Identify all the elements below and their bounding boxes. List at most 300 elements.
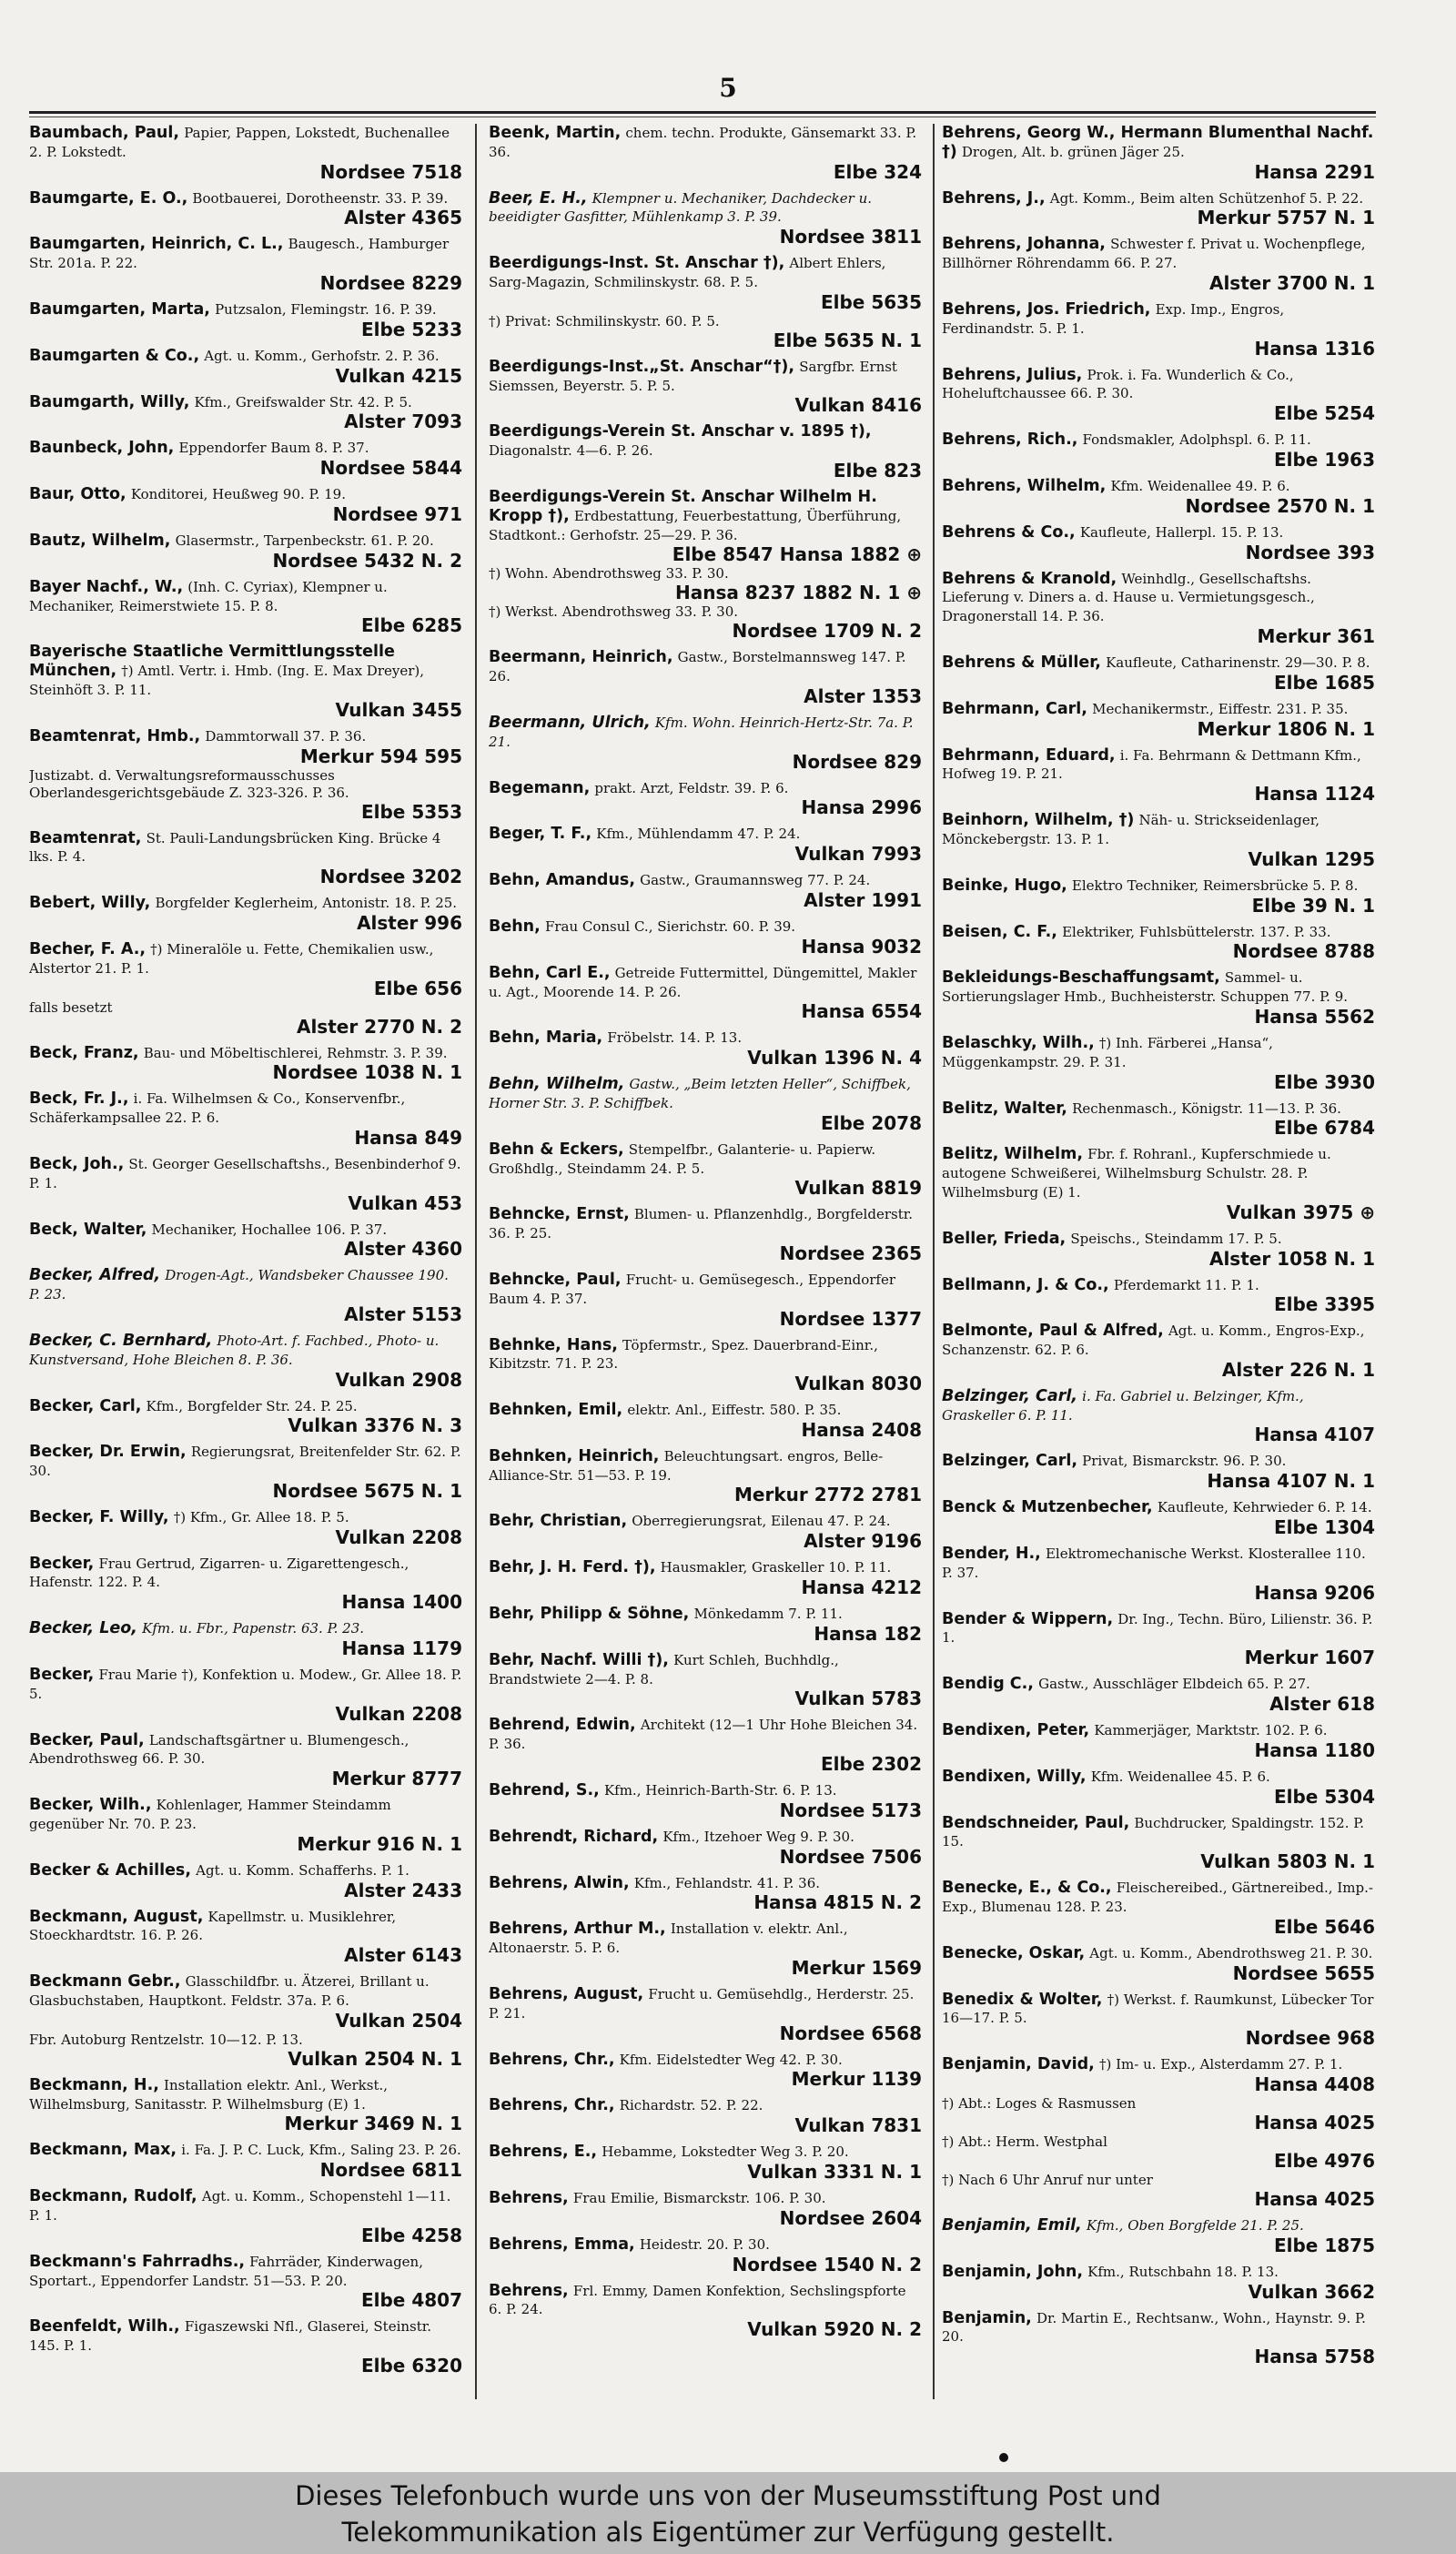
entry-name: Benjamin, David,	[942, 2055, 1095, 2074]
entry-phone: Hansa 1179	[341, 1637, 462, 1660]
entry-name: Belitz, Wilhelm,	[942, 1145, 1084, 1164]
entry-phone: Merkur 5757 N. 1	[1197, 207, 1375, 229]
entry-phone: Vulkan 8819	[794, 1177, 922, 1200]
entry-phone: Elbe 1875	[1273, 2234, 1375, 2256]
directory-entry	[489, 1447, 922, 1506]
entry-name: Behrens,	[489, 2281, 569, 2300]
entry-name: Behrens, Emma,	[489, 2235, 635, 2254]
entry-phone: Nordsee 3811	[779, 226, 922, 248]
entry-detail: Mechanikermstr., Eiffestr. 231. P. 35.	[1092, 700, 1349, 717]
entry-phone: Hansa 4107	[1254, 1424, 1375, 1446]
directory-entry	[29, 532, 462, 572]
directory-entry	[489, 1205, 922, 1264]
entry-phone: Nordsee 829	[792, 750, 922, 773]
entry-name: Becker, Wilh.,	[29, 1796, 152, 1815]
entry-detail: Kfm. Weidenallee 49. P. 6.	[1110, 477, 1290, 494]
entry-name: Benjamin, Emil,	[942, 2216, 1082, 2235]
entry-phone: Elbe 6285	[360, 614, 462, 637]
directory-entry	[942, 1768, 1375, 1808]
entry-name: Behn, Carl E.,	[489, 963, 611, 982]
directory-entry	[29, 1266, 462, 1325]
entry-detail: Kurt Schleh, Buchhdlg., Brandstwiete 2—4. P. 8.	[489, 1651, 839, 1687]
entry-name: Baur, Otto,	[29, 485, 126, 504]
entry-name: Becker, C. Bernhard,	[29, 1331, 213, 1350]
entry-name: Behrens, Alwin,	[489, 1873, 630, 1892]
entry-detail: Weinhdlg., Gesellschaftshs. Lieferung v. Diners a. d. Hause u. Vermietungsgesch., Dragonerstall 14. P. 36.	[942, 570, 1315, 625]
entry-phone: Elbe 324	[833, 160, 922, 183]
directory-entry	[489, 1828, 922, 1868]
entry-phone: Elbe 6784	[1273, 1117, 1375, 1140]
entry-detail: Papier, Pappen, Lokstedt, Buchenallee 2. P. Lokstedt.	[29, 125, 450, 160]
directory-entry	[942, 1498, 1375, 1538]
directory-entry	[942, 2055, 1375, 2210]
footer-notice	[0, 2478, 1456, 2550]
entry-name: Behrend, S.,	[489, 1781, 600, 1800]
entry-phone: Merkur 594 595	[299, 745, 462, 767]
directory-entry	[942, 923, 1375, 963]
entry-phone: Elbe 2302	[820, 1753, 922, 1776]
entry-detail: St. Pauli-Landungsbrücken King. Brücke 4 lks. P. 4.	[29, 829, 441, 866]
entry-detail: Speischs., Steindamm 17. P. 5.	[1070, 1230, 1282, 1247]
entry-detail: Exp. Imp., Engros, Ferdinandstr. 5. P. 1.	[942, 300, 1285, 337]
directory-entry	[29, 2141, 462, 2181]
directory-entry	[942, 1991, 1375, 2050]
entry-extra-line: †) Privat: Schmilinskystr. 60. P. 5.	[489, 312, 720, 329]
directory-entry	[489, 648, 922, 707]
directory-entry	[942, 523, 1375, 563]
entry-detail: Agt. Komm., Beim alten Schützenhof 5. P. 22.	[1049, 189, 1364, 207]
entry-name: Behrens, Wilhelm,	[942, 476, 1107, 495]
entry-detail: Putzsalon, Flemingstr. 16. P. 39.	[215, 300, 437, 318]
directory-entry	[489, 2189, 922, 2229]
entry-detail: Kaufleute, Hallerpl. 15. P. 13.	[1079, 523, 1284, 541]
entry-detail: Näh- u. Strickseidenlager, Mönckebergstr. 13. P. 1.	[942, 812, 1320, 847]
directory-entry	[29, 189, 462, 229]
entry-phone-extra: Hansa 4025	[1254, 2112, 1375, 2134]
entry-name: Beerdigungs-Verein St. Anschar Wilhelm H. Kropp †),	[489, 487, 877, 525]
entry-name: Beller, Frieda,	[942, 1229, 1067, 1248]
entry-phone: Nordsee 7506	[779, 1845, 922, 1868]
entry-detail: Agt. u. Komm. Schafferhs. P. 1.	[196, 1861, 410, 1879]
entry-name: Baunbeck, John,	[29, 439, 175, 458]
entry-detail: Fleischereibed., Gärtnereibed., Imp.-Exp., Blumenau 128. P. 23.	[942, 1880, 1373, 1916]
entry-name: Belzinger, Carl,	[942, 1386, 1077, 1405]
entry-phone: Alster 4360	[344, 1238, 462, 1261]
entry-phone: Vulkan 1396 N. 4	[747, 1047, 922, 1069]
directory-entry	[489, 2282, 922, 2341]
entry-name: Behn,	[489, 917, 541, 936]
footer-line-1: Dieses Telefonbuch wurde uns von der Museumsstiftung Post und	[295, 2480, 1161, 2511]
entry-phone: Merkur 8777	[331, 1768, 462, 1790]
entry-detail: i. Fa. Behrmann & Dettmann Kfm., Hofweg 19. P. 21.	[942, 746, 1361, 783]
entry-phone: Elbe 5304	[1273, 1785, 1375, 1808]
directory-entry	[489, 124, 922, 183]
entry-detail: Glasermstr., Tarpenbeckstr. 61. P. 20.	[175, 532, 434, 549]
header-rule	[29, 111, 1376, 114]
entry-phone: Nordsee 5432 N. 2	[272, 549, 462, 572]
entry-name: Bellmann, J. & Co.,	[942, 1275, 1109, 1294]
entry-name: Behrens, Georg W., Hermann Blumenthal Nachf. †)	[942, 124, 1374, 161]
directory-entry	[489, 1029, 922, 1069]
entry-detail: Kfm., Oben Borgfelde 21. P. 25.	[1086, 2217, 1304, 2235]
entry-phone: Hansa 1180	[1254, 1738, 1375, 1761]
entry-phone: Hansa 4212	[801, 1576, 922, 1599]
entry-phone-extra: Elbe 5353	[360, 800, 462, 823]
entry-phone: Vulkan 5920 N. 2	[747, 2318, 922, 2341]
directory-entry	[29, 1666, 462, 1725]
entry-name: Behrens, E.,	[489, 2143, 598, 2162]
column-1	[29, 124, 462, 2417]
entry-extra-line: †) Abt.: Loges & Rasmussen	[942, 2095, 1137, 2113]
entry-phone: Hansa 182	[814, 1622, 922, 1645]
directory-entry	[489, 1874, 922, 1914]
entry-detail: Heidestr. 20. P. 30.	[639, 2235, 770, 2253]
entry-name: Becker,	[29, 1554, 95, 1573]
entry-detail: Regierungsrat, Breitenfelder Str. 62. P. 30.	[29, 1444, 461, 1480]
entry-detail: Fbr. f. Rohranl., Kupferschmiede u. autogene Schweißerei, Wilhelmsburg Schulstr. 28. P. Wilhelmsburg (E) 1.	[942, 1146, 1331, 1201]
directory-entry	[29, 1332, 462, 1391]
entry-name: Behncke, Ernst,	[489, 1205, 630, 1224]
directory-entry	[29, 439, 462, 479]
entry-phone: Elbe 1685	[1273, 671, 1375, 694]
entry-detail: Elektromechanische Werkst. Klosterallee 110. P. 37.	[942, 1546, 1366, 1581]
entry-detail: chem. techn. Produkte, Gänsemarkt 33. P. 36.	[489, 125, 917, 160]
entry-name: Behr, J. H. Ferd. †),	[489, 1558, 656, 1577]
entry-phone: Merkur 2772 2781	[734, 1484, 922, 1506]
entry-name: Behrmann, Eduard,	[942, 745, 1116, 765]
entry-name: Behrens,	[489, 2189, 569, 2208]
entry-phone: Nordsee 393	[1245, 541, 1375, 563]
entry-name: Bendixen, Peter,	[942, 1721, 1090, 1740]
entry-name: Beinke, Hugo,	[942, 876, 1067, 895]
entry-phone: Vulkan 8416	[794, 394, 922, 417]
entry-phone: Merkur 361	[1257, 624, 1375, 647]
directory-entry	[489, 2051, 922, 2091]
directory-entry	[489, 358, 922, 417]
directory-entry	[29, 1443, 462, 1502]
entry-name: Beck, Joh.,	[29, 1154, 125, 1173]
directory-entry	[942, 700, 1375, 740]
entry-phone: Merkur 1569	[791, 1957, 922, 1980]
entry-name: Becker, F. Willy,	[29, 1507, 169, 1526]
directory-entry	[29, 2076, 462, 2135]
entry-name: Beermann, Ulrich,	[489, 713, 651, 732]
entry-name: Behrend, Edwin,	[489, 1716, 636, 1735]
entry-name: Baumgarte, E. O.,	[29, 188, 188, 208]
entry-name: Belaschky, Wilh.,	[942, 1033, 1095, 1052]
entry-detail: (Inh. C. Cyriax), Klempner u. Mechaniker, Reimerstwiete 15. P. 8.	[29, 578, 388, 614]
entry-detail: Buchdrucker, Spaldingstr. 152. P. 15.	[942, 1814, 1365, 1850]
entry-detail: Schwester f. Privat u. Wochenpflege, Billhörner Röhrendamm 66. P. 27.	[942, 236, 1366, 272]
entry-phone: Hansa 4107 N. 1	[1207, 1470, 1375, 1493]
entry-phone: Vulkan 3662	[1248, 2280, 1375, 2303]
directory-entry	[942, 570, 1375, 647]
directory-entry	[942, 811, 1375, 870]
entry-name: Behr, Christian,	[489, 1512, 628, 1531]
directory-entry	[29, 894, 462, 934]
entry-name: Belzinger, Carl,	[942, 1452, 1077, 1471]
entry-name: Beckmann Gebr.,	[29, 1972, 181, 1992]
entry-phone: Nordsee 5655	[1232, 1961, 1375, 1984]
entry-detail: †) Inh. Färberei „Hansa“, Müggenkampstr. 29. P. 31.	[942, 1034, 1273, 1070]
entry-detail: Bau- und Möbeltischlerei, Rehmstr. 3. P. 39.	[143, 1044, 448, 1061]
directory-entry	[29, 1397, 462, 1437]
entry-phone: Nordsee 1377	[779, 1307, 922, 1330]
entry-name: Benecke, E., & Co.,	[942, 1879, 1112, 1898]
entry-detail: Kfm. Wohn. Heinrich-Hertz-Str. 7a. P. 21.	[489, 714, 914, 750]
entry-name: Benjamin, John,	[942, 2262, 1084, 2281]
entry-detail: Frau Emilie, Bismarckstr. 106. P. 30.	[572, 2190, 826, 2207]
entry-name: Bender, H.,	[942, 1545, 1041, 1564]
entry-detail: Borgfelder Keglerheim, Antonistr. 18. P. 25.	[155, 895, 458, 912]
directory-entry	[942, 1034, 1375, 1093]
entry-name: Behrens, Jos. Friedrich,	[942, 299, 1151, 319]
directory-entry	[942, 1721, 1375, 1761]
entry-name: Behncke, Paul,	[489, 1270, 622, 1289]
directory-entry	[489, 964, 922, 1023]
entry-phone: Nordsee 968	[1245, 2027, 1375, 2050]
directory-entry	[942, 1145, 1375, 1222]
entry-phone: Merkur 916 N. 1	[297, 1832, 462, 1855]
directory-entry	[489, 189, 922, 248]
directory-entry	[29, 393, 462, 433]
entry-detail: Sammel- u. Sortierungslager Hmb., Buchheisterstr. Schuppen 77. P. 9.	[942, 969, 1349, 1006]
entry-phone: Hansa 9206	[1254, 1581, 1375, 1604]
directory-entry	[489, 1401, 922, 1441]
entry-phone: Alster 4365	[344, 207, 462, 229]
entry-detail: i. Fa. Wilhelmsen & Co., Konservenfbr., Schäferkampsallee 22. P. 6.	[29, 1090, 406, 1127]
entry-phone: Vulkan 2208	[335, 1525, 462, 1548]
entry-name: Beckmann's Fahrradhs.,	[29, 2252, 246, 2271]
entry-name: Bautz, Wilhelm,	[29, 531, 171, 550]
page-number: 5	[719, 73, 737, 103]
entry-name: Becker, Alfred,	[29, 1266, 161, 1285]
entry-name: Beerdigungs-Inst.„St. Anschar“†),	[489, 357, 795, 376]
entry-detail: Stempelfbr., Galanterie- u. Papierw. Großhdlg., Steindamm 24. P. 5.	[489, 1140, 876, 1177]
entry-name: Beisen, C. F.,	[942, 922, 1057, 941]
entry-detail: Kfm. u. Fbr., Papenstr. 63. P. 23.	[142, 1620, 365, 1637]
entry-phone: Nordsee 971	[332, 502, 462, 525]
entry-name: Behn, Amandus,	[489, 871, 635, 890]
entry-phone: Hansa 5562	[1254, 1005, 1375, 1028]
directory-entry	[489, 1512, 922, 1552]
entry-name: Becker, Leo,	[29, 1619, 137, 1638]
entry-detail: Privat, Bismarckstr. 96. P. 30.	[1082, 1453, 1287, 1470]
directory-entry	[489, 2235, 922, 2275]
directory-entry	[29, 940, 462, 1038]
entry-detail: Gastw., Graumannsweg 77. P. 24.	[640, 872, 871, 889]
entry-name: Benjamin,	[942, 2308, 1032, 2327]
entry-phone: Nordsee 7518	[319, 160, 462, 183]
directory-entry	[29, 1155, 462, 1214]
entry-detail: Diagonalstr. 4—6. P. 26.	[489, 442, 653, 460]
directory-entry	[29, 1090, 462, 1149]
entry-phone: Nordsee 6568	[779, 2022, 922, 2044]
entry-detail: Kfm., Fehlandstr. 41. P. 36.	[633, 1874, 821, 1891]
entry-detail: Eppendorfer Baum 8. P. 37.	[178, 440, 369, 457]
entry-extra-line: falls besetzt	[29, 998, 113, 1016]
entry-detail: Figaszewski Nfl., Glaserei, Steinstr. 145. P. 1.	[29, 2318, 432, 2355]
directory-entry	[489, 1271, 922, 1330]
entry-detail: †) Im- u. Exp., Alsterdamm 27. P. 1.	[1098, 2056, 1343, 2073]
entry-detail: Erdbestattung, Feuerbestattung, Überführung, Stadtkont.: Gerhofstr. 25—29. P. 36.	[489, 507, 902, 543]
directory-entry	[942, 877, 1375, 917]
entry-detail: Frau Consul C., Sierichstr. 60. P. 39.	[544, 917, 796, 935]
entry-name: Behrens, Chr.,	[489, 2050, 615, 2069]
entry-phone: Merkur 1139	[791, 2068, 922, 2091]
directory-entry	[29, 2317, 462, 2377]
entry-phone: Alster 1353	[804, 684, 922, 707]
directory-entry	[29, 1044, 462, 1084]
entry-detail: Kfm., Heinrich-Barth-Str. 6. P. 13.	[603, 1782, 837, 1799]
entry-detail: Albert Ehlers, Sarg-Magazin, Schmilinskystr. 68. P. 5.	[489, 255, 886, 290]
directory-entry	[29, 578, 462, 637]
entry-phone-extra: Hansa 8237 1882 N. 1 ⊕	[674, 582, 922, 604]
directory-entry	[29, 1972, 462, 2070]
entry-name: Becker,	[29, 1666, 95, 1685]
entry-extra-line: Fbr. Autoburg Rentzelstr. 10—12. P. 13.	[29, 2031, 303, 2048]
directory-entry	[489, 1558, 922, 1598]
entry-phone: Nordsee 3202	[319, 866, 462, 888]
entry-extra-line: Justizabt. d. Verwaltungsreformausschusses Oberlandesgerichtsgebäude Z. 323-326. P. 36.	[29, 766, 349, 801]
entry-phone: Nordsee 5675 N. 1	[272, 1479, 462, 1502]
entry-name: Behr, Philipp & Söhne,	[489, 1605, 690, 1624]
entry-name: Beenfeldt, Wilh.,	[29, 2317, 180, 2336]
directory-entry	[489, 1651, 922, 1710]
entry-phone: Vulkan 3376 N. 3	[288, 1414, 462, 1437]
entry-name: Belmonte, Paul & Alfred,	[942, 1322, 1164, 1341]
directory-entry	[942, 1276, 1375, 1316]
directory-entry	[942, 1230, 1375, 1270]
entry-phone-extra: Nordsee 1709 N. 2	[732, 620, 922, 643]
entry-name: Behrens, Arthur M.,	[489, 1920, 666, 1939]
entry-extra-line: †) Werkst. Abendrothsweg 33. P. 30.	[489, 603, 739, 621]
entry-detail: Elektro Techniker, Reimersbrücke 5. P. 8.	[1071, 877, 1359, 894]
entry-detail: Prok. i. Fa. Wunderlich & Co., Hoheluftchaussee 66. P. 30.	[942, 366, 1294, 402]
entry-phone: Vulkan 1295	[1248, 847, 1375, 870]
directory-entry	[942, 1879, 1375, 1938]
directory-entry	[942, 1545, 1375, 1604]
entry-phone: Nordsee 5173	[779, 1799, 922, 1821]
directory-entry	[489, 2143, 922, 2183]
entry-phone: Hansa 2996	[801, 796, 922, 819]
entry-detail: Hebamme, Lokstedter Weg 3. P. 20.	[602, 2144, 849, 2161]
entry-phone: Alster 226 N. 1	[1221, 1358, 1375, 1381]
entry-detail: Kfm. Eidelstedter Weg 42. P. 30.	[619, 2051, 843, 2068]
entry-name: Behnke, Hans,	[489, 1335, 618, 1354]
entry-name: Beerdigungs-Inst. St. Anschar †),	[489, 254, 785, 273]
entry-phone: Vulkan 2908	[335, 1368, 462, 1391]
entry-detail: Agt. u. Komm., Gerhofstr. 2. P. 36.	[204, 347, 440, 364]
entry-phone: Elbe 1304	[1273, 1516, 1375, 1539]
entry-detail: Kaufleute, Kehrwieder 6. P. 14.	[1157, 1499, 1372, 1516]
entry-phone-extra: Elbe 4976	[1273, 2150, 1375, 2173]
entry-phone: Alster 2433	[344, 1879, 462, 1901]
directory-entry	[942, 189, 1375, 229]
entry-name: Bekleidungs-Beschaffungsamt,	[942, 968, 1220, 988]
entry-detail: Kohlenlager, Hammer Steindamm gegenüber Nr. 70. P. 23.	[29, 1797, 391, 1833]
entry-detail: Dr. Martin E., Rechtsanw., Wohn., Haynstr. 9. P. 20.	[942, 2309, 1366, 2346]
directory-entry	[29, 1861, 462, 1901]
entry-name: Becher, F. A.,	[29, 939, 146, 958]
directory-entry	[29, 1619, 462, 1659]
entry-detail: Kapellmstr. u. Musiklehrer, Stoeckhardtstr. 16. P. 26.	[29, 1908, 397, 1944]
entry-phone: Elbe 1963	[1273, 448, 1375, 471]
entry-detail: †) Mineralöle u. Fette, Chemikalien usw., Alstertor 21. P. 1.	[29, 940, 434, 977]
entry-detail: Agt. u. Komm., Abendrothsweg 21. P. 30.	[1089, 1944, 1373, 1961]
directory-entry	[29, 1221, 462, 1261]
entry-name: Beck, Fr. J.,	[29, 1090, 129, 1109]
entry-name: Begemann,	[489, 778, 591, 797]
entry-detail: Kammerjäger, Marktstr. 102. P. 6.	[1094, 1722, 1328, 1739]
entry-detail: prakt. Arzt, Feldstr. 39. P. 6.	[594, 779, 789, 796]
entry-phone-extra: Hansa 4025	[1254, 2188, 1375, 2211]
entry-phone: Elbe 823	[833, 459, 922, 481]
entry-detail: elektr. Anl., Eiffestr. 580. P. 35.	[627, 1402, 842, 1419]
entry-detail: Töpfermstr., Spez. Dauerbrand-Einr., Kibitzstr. 71. P. 23.	[489, 1336, 878, 1373]
entry-detail: Drogen, Alt. b. grünen Jäger 25.	[961, 143, 1185, 160]
entry-detail: Agt. u. Komm., Engros-Exp., Schanzenstr. 62. P. 6.	[942, 1323, 1365, 1359]
entry-phone-extra: Elbe 5635 N. 1	[773, 329, 922, 351]
entry-detail: i. Fa. Gabriel u. Belzinger, Kfm., Graskeller 6. P. 11.	[942, 1387, 1304, 1424]
directory-entry	[942, 2263, 1375, 2303]
directory-entry	[489, 917, 922, 958]
directory-entry	[489, 714, 922, 773]
entry-detail: Gastw., Borstelmannsweg 147. P. 26.	[489, 649, 906, 685]
entry-phone: Merkur 3469 N. 1	[284, 2113, 462, 2135]
entry-name: Beamtenrat,	[29, 828, 142, 847]
directory-entry	[29, 1731, 462, 1790]
directory-entry	[942, 1610, 1375, 1669]
entry-detail: †) Werkst. f. Raumkunst, Lübecker Tor 16—17. P. 5.	[942, 1991, 1374, 2027]
entry-detail: Frucht- u. Gemüsegesch., Eppendorfer Baum 4. P. 37.	[489, 1271, 896, 1307]
entry-detail: Kfm., Mühlendamm 47. P. 24.	[596, 826, 801, 843]
directory-entry	[489, 2096, 922, 2136]
entry-phone: Hansa 1124	[1254, 783, 1375, 806]
entry-phone: Nordsee 6811	[319, 2159, 462, 2182]
directory-entry	[489, 1985, 922, 2044]
entry-detail: Mönkedamm 7. P. 11.	[693, 1606, 843, 1623]
entry-phone: Elbe 3930	[1273, 1070, 1375, 1093]
entry-name: Beck, Franz,	[29, 1043, 139, 1062]
directory-entry	[489, 1336, 922, 1395]
entry-phone: Hansa 5758	[1254, 2346, 1375, 2368]
entry-phone: Elbe 2078	[820, 1111, 922, 1134]
entry-detail: Photo-Art. f. Fachbed., Photo- u. Kunstversand, Hohe Bleichen 8. P. 36.	[29, 1332, 440, 1368]
entry-name: Behn, Maria,	[489, 1029, 603, 1048]
directory-entry	[942, 1814, 1375, 1873]
entry-name: Beckmann, Max,	[29, 2141, 177, 2160]
entry-name: Belitz, Walter,	[942, 1099, 1067, 1118]
entry-detail: Blumen- u. Pflanzenhdlg., Borgfelderstr. 36. P. 25.	[489, 1206, 914, 1242]
directory-entry	[942, 1944, 1375, 1984]
entry-detail: St. Georger Gesellschaftshs., Besenbinderhof 9. P. 1.	[29, 1155, 461, 1191]
entry-name: Behnken, Emil,	[489, 1401, 623, 1420]
directory-entry	[489, 254, 922, 351]
directory-entry	[942, 235, 1375, 294]
entry-phone: Elbe 3395	[1273, 1293, 1375, 1316]
directory-entry	[489, 1781, 922, 1821]
entry-name: Baumbach, Paul,	[29, 124, 180, 142]
entry-phone: Alster 996	[357, 911, 462, 934]
directory-entry	[29, 727, 462, 823]
entry-phone: Merkur 1806 N. 1	[1197, 717, 1375, 740]
directory-entry	[29, 1555, 462, 1614]
entry-phone: Vulkan 3331 N. 1	[747, 2161, 922, 2184]
entry-detail: Frau Marie †), Konfektion u. Modew., Gr. Allee 18. P. 5.	[29, 1667, 462, 1702]
directory-entry	[29, 2187, 462, 2246]
entry-detail: Fondsmakler, Adolphspl. 6. P. 11.	[1082, 431, 1311, 449]
